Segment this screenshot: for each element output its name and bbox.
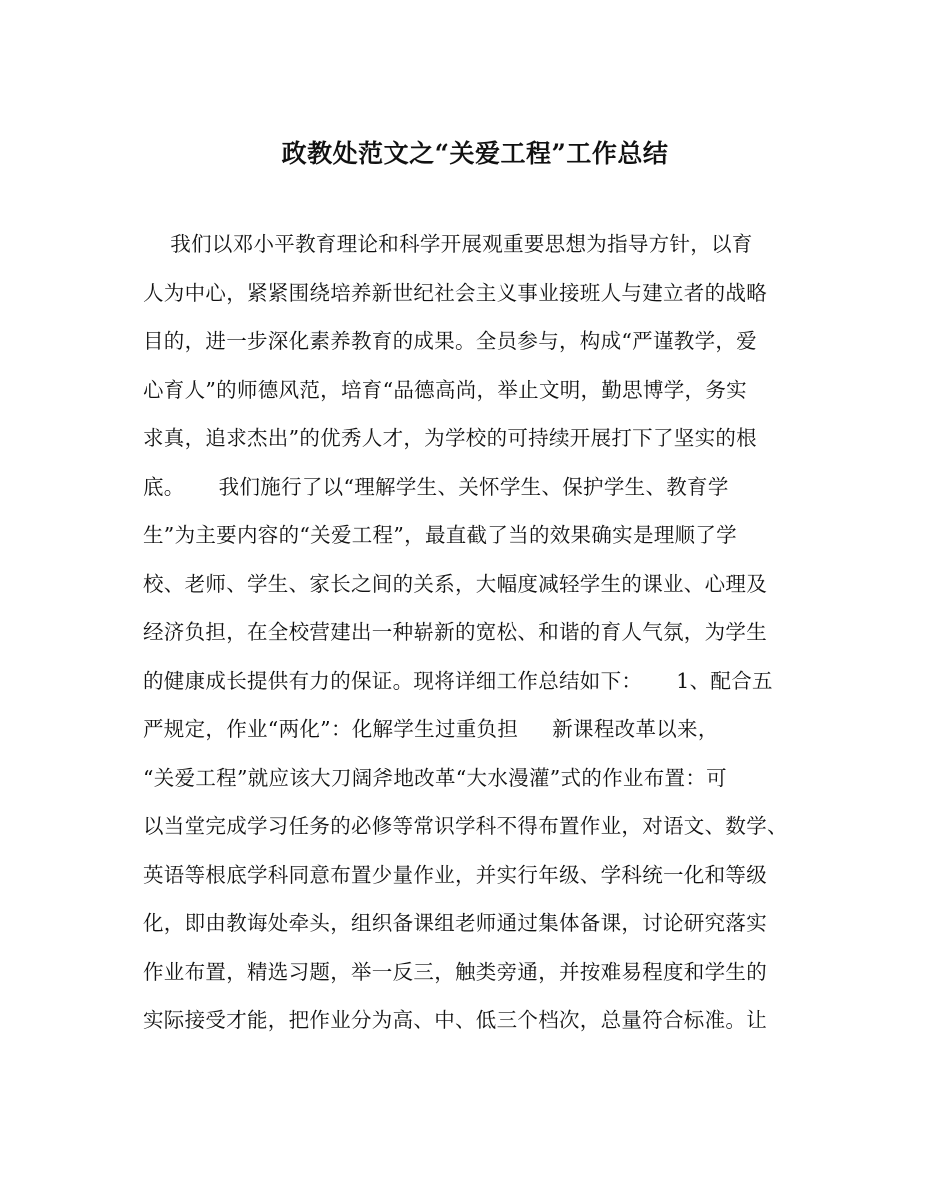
body-line: 作业布置，精选习题，举一反三，触类旁通，并按难易程度和学生的 (143, 959, 767, 984)
document-body (143, 220, 823, 1045)
body-line: 心育人”的师德风范，培育“品德高尚，举止文明，勤思博学，务实 (143, 377, 747, 402)
body-line: 我们以邓小平教育理论和科学开展观重要思想为指导方针，以育 (143, 232, 753, 256)
body-line: 目的，进一步深化素养教育的成果。全员参与，构成“严谨教学，爱 (143, 329, 757, 353)
body-line: 求真，追求杰出”的优秀人才，为学校的可持续开展打下了坚实的根 (143, 426, 757, 450)
body-line: 化，即由教诲处牵头，组织备课组老师通过集体备课，讨论研究落实 (143, 911, 767, 935)
body-line: 以当堂完成学习任务的必修等常识学科不得布置作业，对语文、数学、 (143, 814, 788, 838)
body-line: 人为中心，紧紧围绕培养新世纪社会主义事业接班人与建立者的战略 (143, 280, 767, 305)
body-line: 生”为主要内容的“关爱工程”，最直截了当的效果确实是理顺了学 (143, 523, 737, 547)
body-line: 严规定，作业“两化”：化解学生过重负担 新课程改革以来， (143, 717, 719, 741)
body-line: 实际接受才能，把作业分为高、中、低三个档次，总量符合标准。让 (143, 1008, 767, 1032)
body-line: 校、老师、学生、家长之间的关系，大幅度减轻学生的课业、心理及 (143, 571, 767, 596)
document-title: 政教处范文之“关爱工程”工作总结 (281, 139, 669, 168)
body-line: 的健康成长提供有力的保证。现将详细工作总结如下： 1、配合五 (143, 668, 773, 693)
body-line: 英语等根底学科同意布置少量作业，并实行年级、学科统一化和等级 (143, 862, 767, 887)
body-line: 经济负担，在全校营建出一种崭新的宽松、和谐的育人气氛，为学生 (143, 620, 767, 644)
body-line: 底。 我们施行了以“理解学生、关怀学生、保护学生、教育学 (143, 474, 729, 499)
body-line: “关爱工程”就应该大刀阔斧地改革“大水漫灌”式的作业布置：可 (143, 765, 727, 790)
